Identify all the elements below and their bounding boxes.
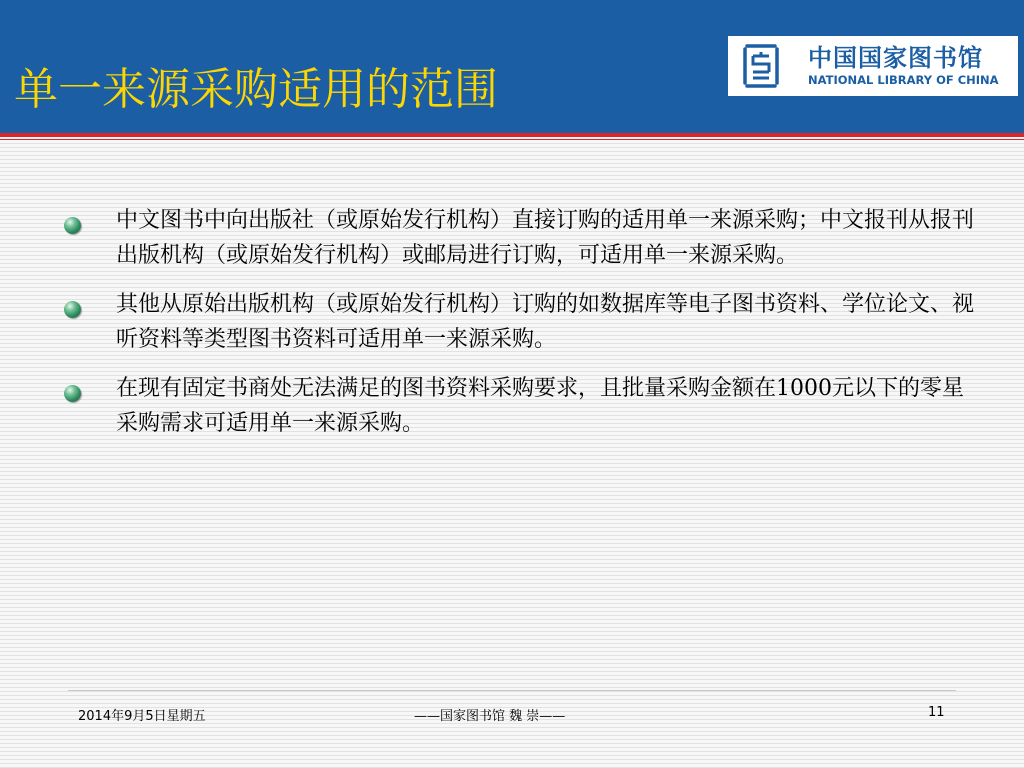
logo-chinese-name: 中国国家图书馆 [808,43,983,72]
page-number: 11 [928,705,945,720]
bullet-list [64,203,984,455]
footer-divider [68,690,956,691]
logo-english-name: NATIONAL LIBRARY OF CHINA [808,73,999,87]
library-logo [728,36,1018,96]
header-divider [0,133,1024,137]
bullet-text: 中文图书中向出版社（或原始发行机构）直接订购的适用单一来源采购；中文报刊从报刊出版机构（或原始发行机构）或邮局进行订购，可适用单一来源采购。 [116,208,975,268]
bullet-text: 其他从原始出版机构（或原始发行机构）订购的如数据库等电子图书资料、学位论文、视听资料等类型图书资料可适用单一来源采购。 [116,292,975,352]
bullet-icon [64,301,81,318]
footer-author: ——国家图书馆 魏 崇—— [414,709,566,724]
bullet-text: 在现有固定书商处无法满足的图书资料采购要求，且批量采购金额在1000元以下的零星采购需求可适用单一来源采购。 [116,376,964,436]
footer-date: 2014年9月5日星期五 [78,709,206,724]
bullet-icon [64,217,81,234]
bullet-item [64,371,984,441]
library-emblem-icon [738,42,784,90]
bullet-item [64,203,984,273]
slide-header [0,0,1024,133]
bullet-item [64,287,984,357]
slide-title: 单一来源采购适用的范围 [14,64,498,115]
bullet-icon [64,385,81,402]
header-divider-thin [0,139,1024,140]
